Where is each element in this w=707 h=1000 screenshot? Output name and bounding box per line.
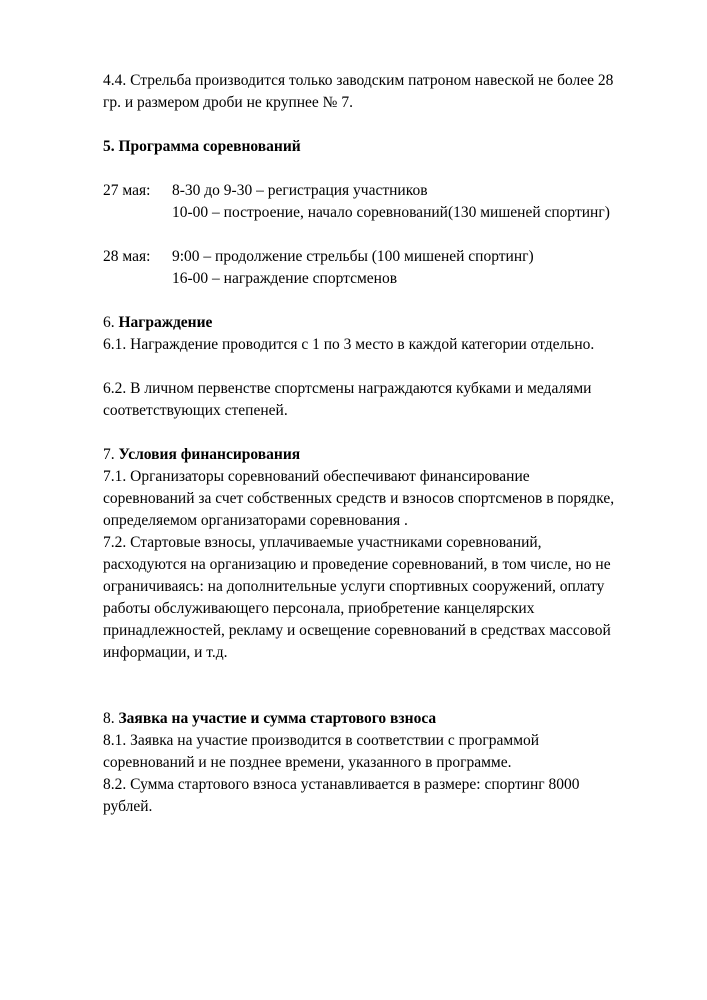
schedule-day-1-date: 27 мая:: [103, 182, 151, 199]
item-6-1: 6.1. Награждение проводится с 1 по 3 место в каждой категории отдельно.: [103, 336, 595, 353]
item-7-2-line-2: расходуются на организацию и проведение соревнований, в том числе, но не: [103, 556, 611, 573]
spacer: [103, 697, 663, 708]
item-6-2-line-2: соответствующих степеней.: [103, 402, 288, 419]
section-6-heading: [103, 312, 663, 334]
schedule-day-2: [103, 246, 663, 290]
item-8-2-line-2: рублей.: [103, 798, 153, 815]
section-8-number: 8.: [103, 710, 119, 727]
schedule-day-1-items: [172, 180, 663, 224]
section-7-title: Условия финансирования: [118, 446, 301, 463]
item-7-2-line-6: информации, и т.д.: [103, 644, 228, 661]
section-6-title: Награждение: [118, 314, 213, 331]
item-4-4-line-2: гр. и размером дроби не крупнее № 7.: [103, 94, 353, 111]
spacer: [103, 422, 663, 444]
item-8-2-line-1: 8.2. Сумма стартового взноса устанавливается в размере: спортинг 8000: [103, 776, 580, 793]
section-8-title: Заявка на участие и сумма стартового взноса: [118, 710, 437, 727]
schedule-day-1-line-1: 8-30 до 9-30 – регистрация участников: [172, 182, 428, 199]
item-7-2-line-1: 7.2. Стартовые взносы, уплачиваемые участниками соревнований,: [103, 534, 542, 551]
section-8-heading: [103, 708, 663, 730]
schedule-day-2-date: 28 мая:: [103, 248, 151, 265]
section-5-heading: 5. Программа соревнований: [103, 138, 301, 155]
section-7-number: 7.: [103, 446, 119, 463]
item-7-2-line-5: принадлежностей, рекламу и освещение соревнований в средствах массовой: [103, 622, 611, 639]
item-4-4-line-1: 4.4. Стрельба производится только заводским патроном навеской не более 28: [103, 72, 614, 89]
item-8-1-line-2: соревнований и не позднее времени, указанного в программе.: [103, 754, 512, 771]
schedule-day-2-items: [172, 246, 663, 290]
document-page: [103, 70, 663, 818]
item-7-1-line-3: определяемом организаторами соревнования .: [103, 512, 408, 529]
section-6-number: 6.: [103, 314, 119, 331]
item-7-1-line-1: 7.1. Организаторы соревнований обеспечивают финансирование: [103, 468, 530, 485]
spacer: [103, 158, 663, 180]
section-7-heading: [103, 444, 663, 466]
spacer: [103, 224, 663, 246]
schedule-day-2-line-2: 16-00 – награждение спортсменов: [172, 270, 398, 287]
spacer: [103, 114, 663, 136]
item-6-2-line-1: 6.2. В личном первенстве спортсмены награждаются кубками и медалями: [103, 380, 592, 397]
item-7-2-line-3: ограничиваясь: на дополнительные услуги спортивных сооружений, оплату: [103, 578, 605, 595]
schedule-day-1: [103, 180, 663, 224]
spacer: [103, 290, 663, 312]
schedule-day-2-line-1: 9:00 – продолжение стрельбы (100 мишеней спортинг): [172, 248, 534, 265]
item-7-1-line-2: соревнований за счет собственных средств и взносов спортсменов в порядке,: [103, 490, 615, 507]
item-7-2-line-4: работы обслуживающего персонала, приобретение канцелярских: [103, 600, 535, 617]
spacer: [103, 664, 663, 697]
item-8-1-line-1: 8.1. Заявка на участие производится в соответствии с программой: [103, 732, 540, 749]
schedule-day-1-line-2: 10-00 – построение, начало соревнований(130 мишеней спортинг): [172, 204, 610, 221]
spacer: [103, 356, 663, 378]
